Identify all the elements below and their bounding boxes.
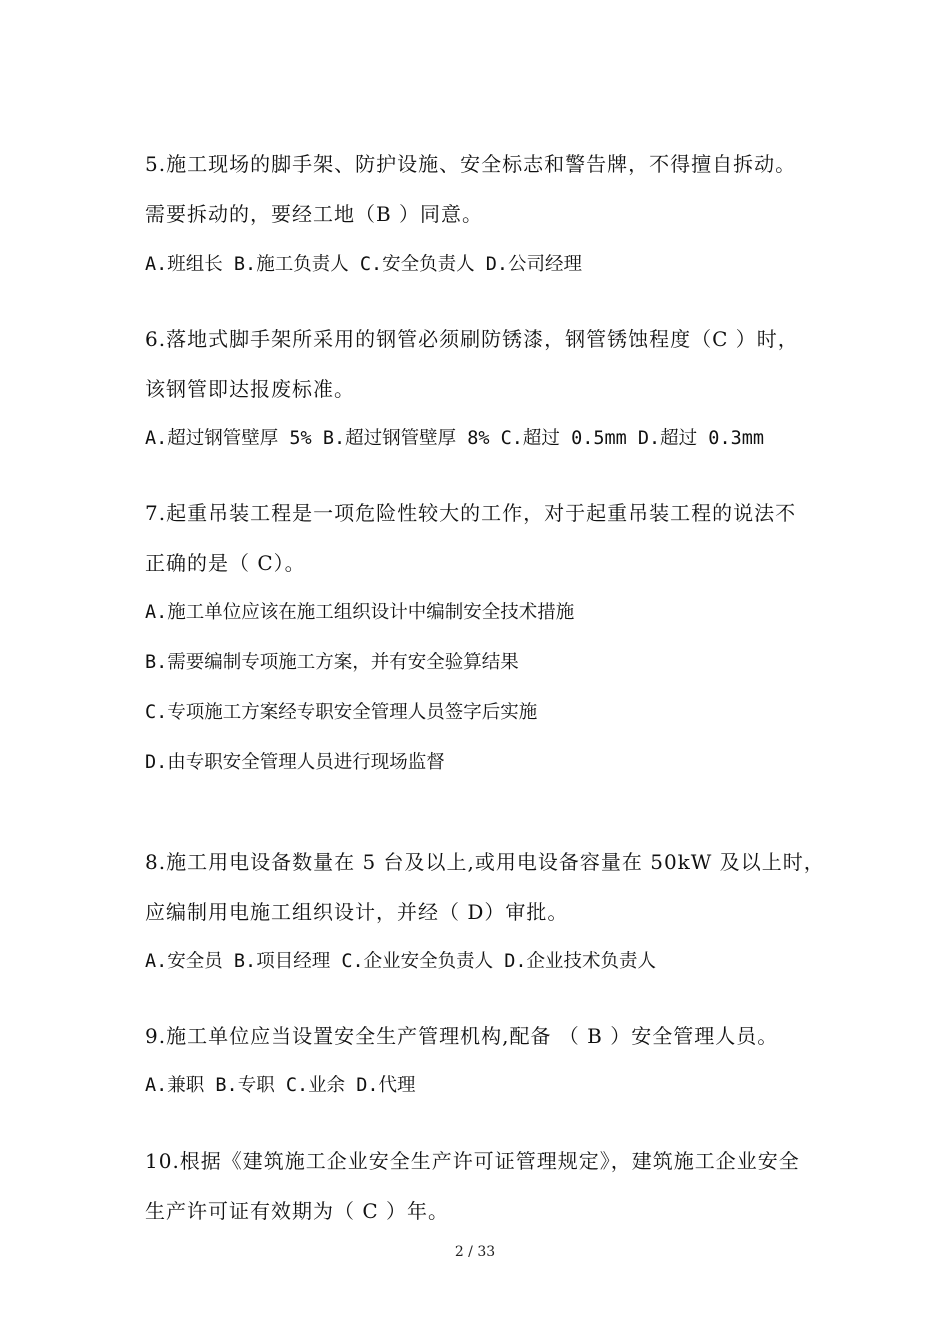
question-8-stem-line-2: 应编制用电施工组织设计，并经（ D）审批。 bbox=[145, 900, 569, 924]
question-9-stem: 9.施工单位应当设置安全生产管理机构,配备 （ B ）安全管理人员。 bbox=[145, 1024, 779, 1048]
question-10-stem-line-2: 生产许可证有效期为（ C ）年。 bbox=[145, 1199, 450, 1223]
question-5-options: A.班组长 B.施工负责人 C.安全负责人 D.公司经理 bbox=[145, 254, 583, 275]
question-8-options: A.安全员 B.项目经理 C.企业安全负责人 D.企业技术负责人 bbox=[145, 951, 657, 972]
question-6-options: A.超过钢管壁厚 5% B.超过钢管壁厚 8% C.超过 0.5mm D.超过 0.3mm bbox=[145, 428, 765, 449]
question-7-option-c: C.专项施工方案经专职安全管理人员签字后实施 bbox=[145, 702, 538, 723]
question-7-option-b: B.需要编制专项施工方案，并有安全验算结果 bbox=[145, 652, 519, 673]
question-9-options: A.兼职 B.专职 C.业余 D.代理 bbox=[145, 1075, 416, 1096]
question-5-stem-line-2: 需要拆动的，要经工地（B ）同意。 bbox=[145, 202, 484, 226]
question-8-stem-line-1: 8.施工用电设备数量在 5 台及以上,或用电设备容量在 50kW 及以上时， bbox=[145, 850, 825, 874]
question-6-stem-line-2: 该钢管即达报废标准。 bbox=[145, 377, 355, 401]
question-5-stem-line-1: 5.施工现场的脚手架、防护设施、安全标志和警告牌，不得擅自拆动。 bbox=[145, 152, 797, 176]
question-7-stem-line-1: 7.起重吊装工程是一项危险性较大的工作，对于起重吊装工程的说法不 bbox=[145, 501, 797, 525]
question-10-stem-line-1: 10.根据《建筑施工企业安全生产许可证管理规定》，建筑施工企业安全 bbox=[145, 1149, 800, 1173]
question-7-option-d: D.由专职安全管理人员进行现场监督 bbox=[145, 752, 445, 773]
question-7-stem-line-2: 正确的是（ C）。 bbox=[145, 551, 306, 575]
page-number: 2 / 33 bbox=[454, 1244, 496, 1260]
question-7-option-a: A.施工单位应该在施工组织设计中编制安全技术措施 bbox=[145, 602, 575, 623]
question-6-stem-line-1: 6.落地式脚手架所采用的钢管必须刷防锈漆，钢管锈蚀程度（C ）时， bbox=[145, 327, 799, 351]
